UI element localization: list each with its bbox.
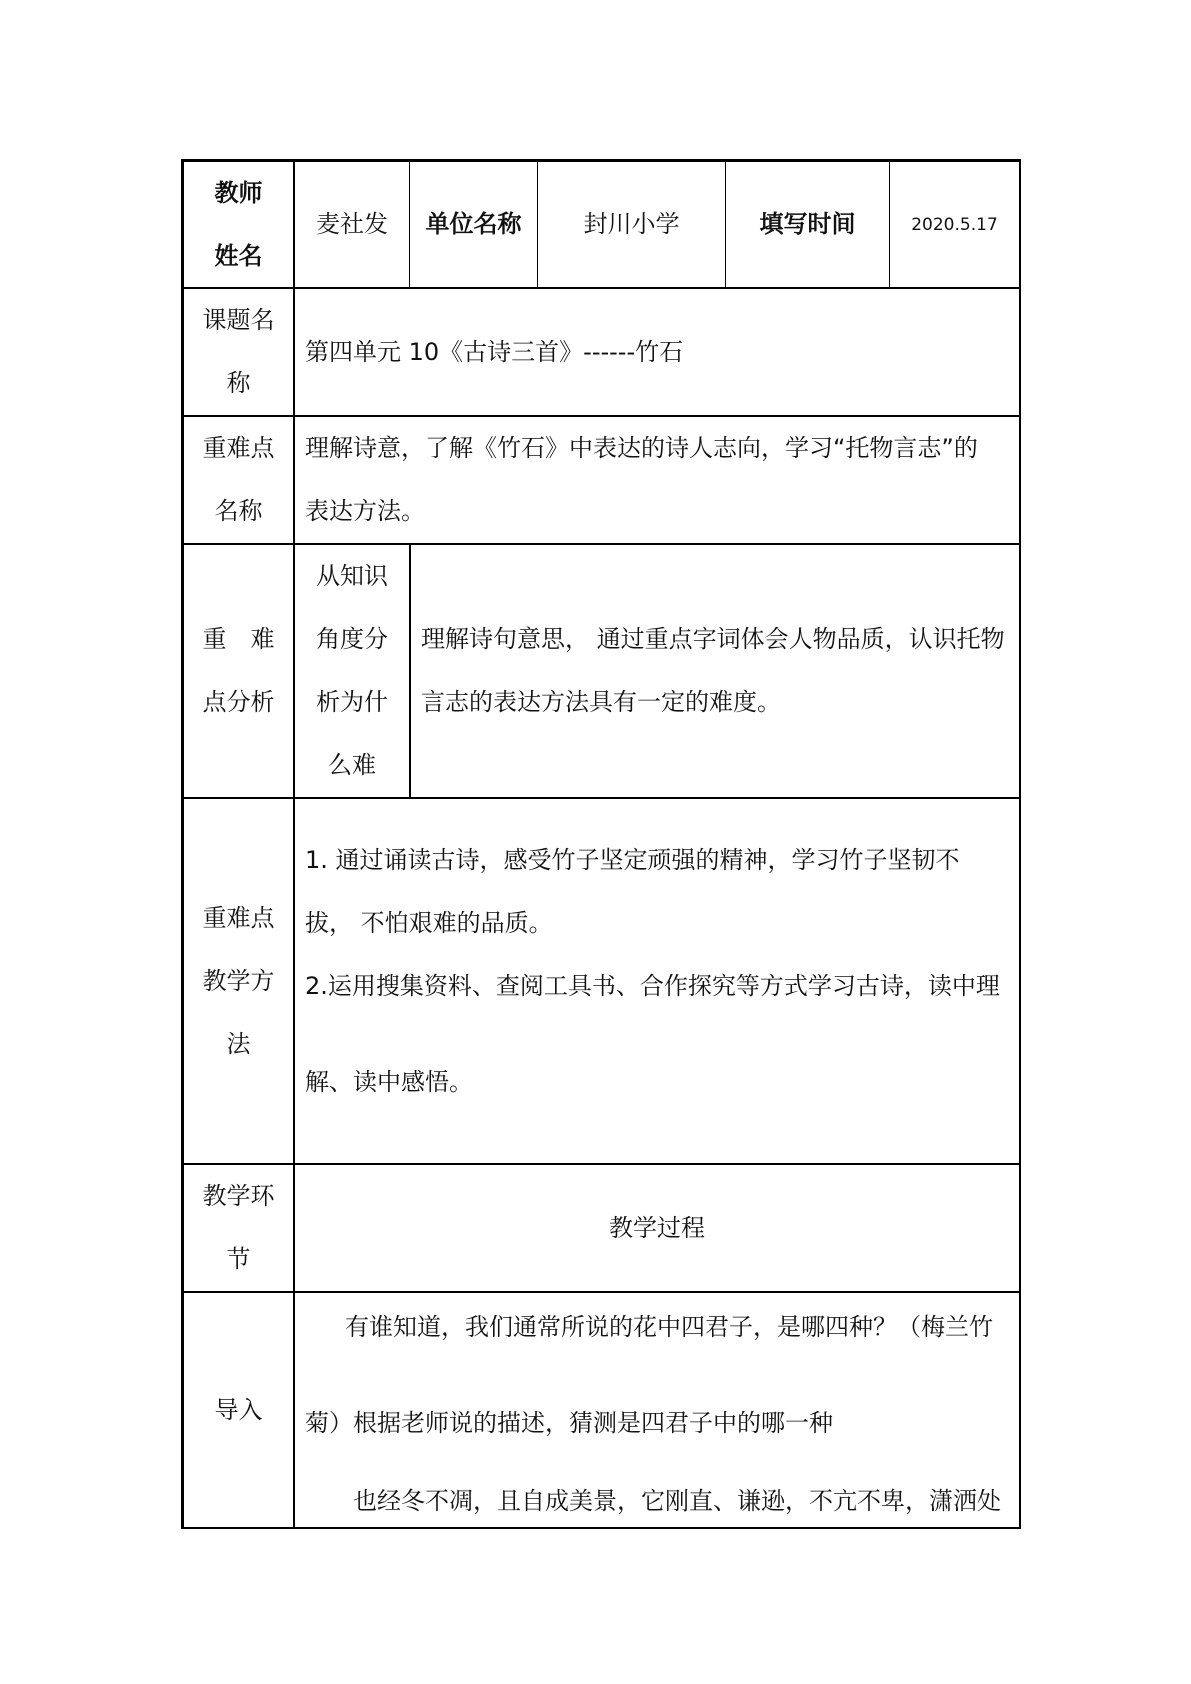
teacher-name: 麦社发 [316, 210, 388, 238]
methods-label-cell [181, 799, 295, 1165]
intro-line-2: 菊）根据老师说的描述，猜测是四君子中的哪一种 [305, 1409, 833, 1437]
intro-line-1: 有谁知道，我们通常所说的花中四君子，是哪四种？（梅兰竹 [345, 1313, 993, 1341]
analysis-label-line-1: 重 难 [202, 625, 275, 653]
key-points-label-cell [181, 417, 295, 545]
analysis-sub-label [316, 545, 388, 797]
topic-value: 第四单元 10《古诗三首》------竹石 [305, 337, 684, 366]
key-points-label: 重难点名称 [202, 434, 275, 525]
methods-line-3: 2.运用搜集资料、查阅工具书、合作探究等方式学习古诗，读中理 [305, 972, 1000, 1000]
analysis-value-cell [409, 545, 1021, 799]
date-value: 2020.5.17 [911, 214, 998, 235]
date-label-cell [725, 159, 889, 289]
process-label-line-2: 节 [226, 1245, 251, 1273]
analysis-sub-label-line-2: 角度分 [316, 625, 388, 653]
analysis-line-1: 理解诗句意思， 通过重点字词体会人物品质，认识托物 [421, 625, 1005, 653]
key-points-value-cell [295, 417, 1021, 545]
intro-label-cell [181, 1293, 295, 1529]
intro-label: 导入 [214, 1395, 263, 1424]
process-value: 教学过程 [609, 1213, 705, 1242]
methods-value-cell [295, 799, 1021, 1165]
teacher-label-cell [181, 159, 295, 289]
teacher-label: 教师姓名 [214, 178, 263, 270]
key-points-line-1: 理解诗意，了解《竹石》中表达的诗人志向，学习“托物言志”的 [305, 434, 978, 462]
methods-line-1: 1. 通过诵读古诗，感受竹子坚定顽强的精神，学习竹子坚韧不 [305, 846, 960, 874]
analysis-sub-label-line-1: 从知识 [316, 562, 388, 590]
analysis-sub-label-line-3: 析为什 [316, 688, 388, 716]
methods-line-4: 解、读中感悟。 [305, 1068, 473, 1096]
methods-label-line-2: 教学方 [202, 966, 275, 995]
methods-label [203, 887, 275, 1076]
intro-line-3: 也经冬不凋，且自成美景，它刚直、谦逊，不亢不卑，潇洒处 [353, 1487, 1001, 1515]
process-label [203, 1165, 275, 1291]
lesson-plan-table [181, 159, 1021, 1529]
methods-label-line-1: 重难点 [202, 903, 275, 932]
intro-value-cell [295, 1293, 1021, 1529]
unit-label-cell [409, 159, 537, 289]
topic-label-cell [181, 289, 295, 417]
analysis-label-cell [181, 545, 295, 799]
analysis-label-line-2: 点分析 [202, 688, 275, 716]
date-value-cell [889, 159, 1021, 289]
analysis-sub-label-line-4: 么难 [328, 751, 376, 779]
unit-label: 单位名称 [425, 210, 522, 238]
process-label-cell [181, 1165, 295, 1293]
key-points-line-2: 表达方法。 [305, 497, 425, 525]
unit-name-cell [537, 159, 725, 289]
analysis-value [421, 608, 1005, 734]
process-value-cell [295, 1165, 1021, 1293]
topic-value-cell [295, 289, 1021, 417]
date-label: 填写时间 [759, 210, 856, 238]
analysis-label [203, 608, 275, 734]
methods-label-line-3: 法 [226, 1029, 251, 1058]
unit-name: 封川小学 [583, 210, 680, 238]
topic-label: 课题名称 [202, 306, 275, 397]
methods-line-2: 拔， 不怕艰难的品质。 [305, 909, 553, 937]
teacher-name-cell [295, 159, 409, 289]
analysis-sub-label-cell [295, 545, 409, 799]
key-points-value [305, 417, 978, 543]
process-label-line-1: 教学环 [202, 1182, 275, 1210]
analysis-line-2: 言志的表达方法具有一定的难度。 [421, 688, 781, 716]
